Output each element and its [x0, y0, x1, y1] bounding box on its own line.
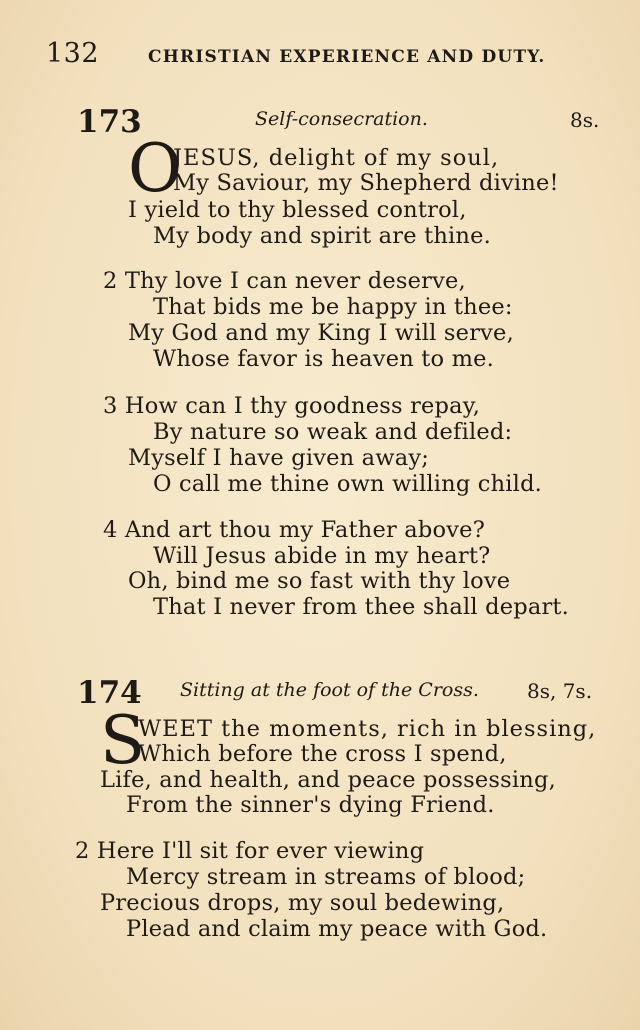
hymn-line: Oh, bind me so fast with thy love	[128, 568, 511, 594]
hymn-line: Plead and claim my peace with God.	[126, 916, 548, 942]
hymn-number: 173	[77, 104, 142, 140]
drop-cap: S	[100, 702, 146, 779]
hymn-line: Precious drops, my soul bedewing,	[100, 890, 505, 916]
hymn-first-line: JESUS, delight of my soul,	[173, 145, 500, 171]
hymn-meter: 8s, 7s.	[527, 679, 593, 703]
running-title: CHRISTIAN EXPERIENCE AND DUTY.	[148, 47, 546, 67]
hymn-meter: 8s.	[570, 108, 600, 132]
hymn-line: Whose favor is heaven to me.	[153, 346, 495, 372]
hymn-line: By nature so weak and defiled:	[153, 419, 513, 445]
hymn-173-heading	[0, 104, 640, 140]
hymn-number: 174	[77, 675, 142, 711]
hymn-line: 3 How can I thy goodness repay,	[103, 393, 481, 419]
hymn-line: Life, and health, and peace possessing,	[100, 767, 556, 793]
hymn-line: From the sinner's dying Friend.	[126, 792, 495, 818]
page-number: 132	[46, 38, 100, 69]
hymn-line: 4 And art thou my Father above?	[103, 517, 485, 543]
hymn-subject: Self-consecration.	[255, 108, 428, 130]
hymn-first-line: WEET the moments, rich in blessing,	[138, 716, 597, 742]
hymn-line: 2 Thy love I can never deserve,	[103, 268, 466, 294]
hymn-line: Will Jesus abide in my heart?	[153, 543, 491, 569]
hymn-line: Myself I have given away;	[128, 445, 430, 471]
drop-cap: O	[128, 130, 183, 207]
hymn-line: 2 Here I'll sit for ever viewing	[75, 838, 425, 864]
hymn-line: That bids me be happy in thee:	[153, 294, 513, 320]
hymn-line: I yield to thy blessed control,	[128, 197, 467, 223]
hymn-line: That I never from thee shall depart.	[153, 594, 570, 620]
hymn-line: O call me thine own willing child.	[153, 471, 543, 497]
hymn-subject: Sitting at the foot of the Cross.	[180, 679, 479, 701]
hymn-line: My body and spirit are thine.	[153, 223, 491, 249]
hymn-174-heading	[0, 675, 640, 711]
running-header	[46, 38, 600, 70]
hymn-line: Mercy stream in streams of blood;	[126, 864, 526, 890]
hymn-line: My God and my King I will serve,	[128, 320, 514, 346]
hymn-line: Which before the cross I spend,	[138, 741, 507, 767]
hymn-line: My Saviour, my Shepherd divine!	[173, 170, 559, 196]
